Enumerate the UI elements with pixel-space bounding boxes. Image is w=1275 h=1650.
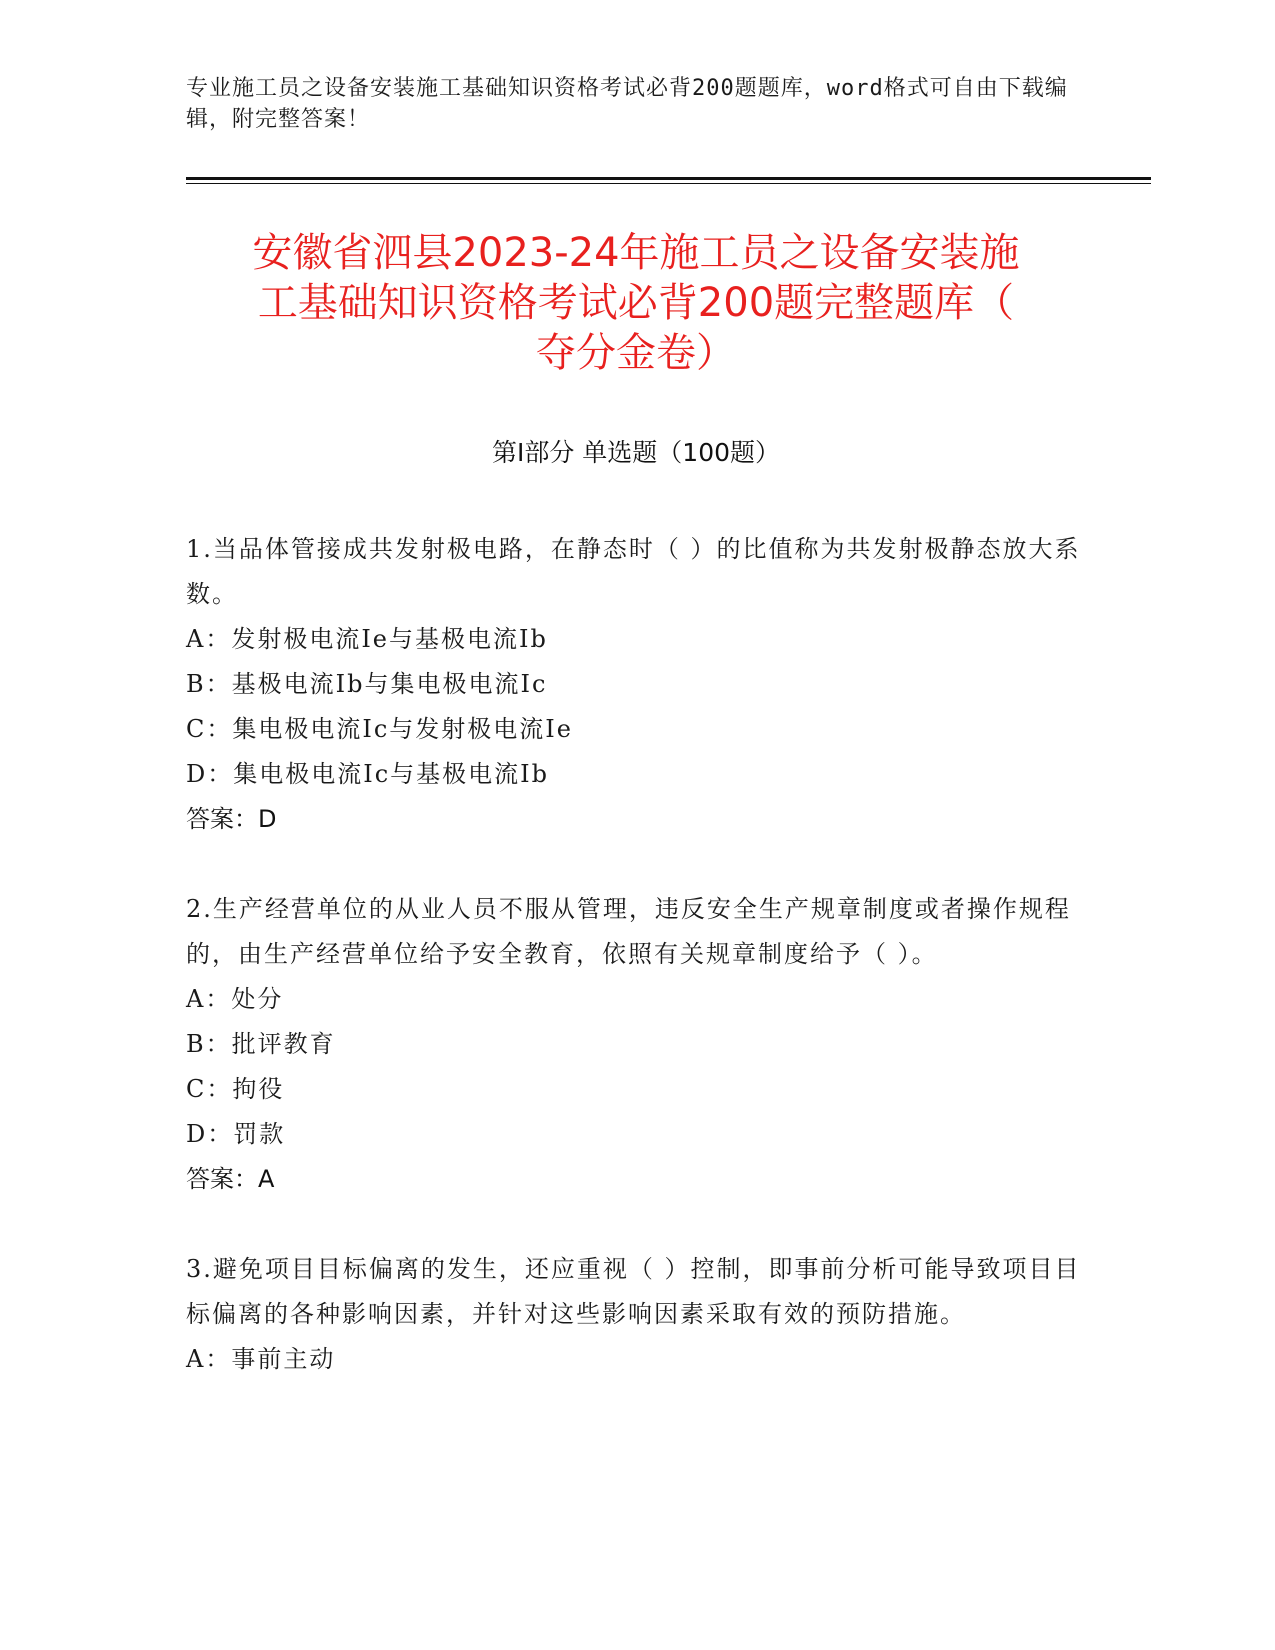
question-option: B：基极电流Ib与集电极电流Ic [186,670,548,698]
document-title [186,228,1086,378]
header-divider-thick [186,177,1151,180]
question-item [186,527,1086,842]
question-option: B：批评教育 [186,1030,336,1058]
question-list [186,527,1086,1382]
question-option: D：集电极电流Ic与基极电流Ib [186,760,550,788]
question-answer: 答案：D [186,805,277,833]
question-spacer [186,842,1086,887]
question-option: C：拘役 [186,1075,285,1103]
header-divider-thin [186,183,1151,184]
question-option: A：发射极电流Ie与基极电流Ib [186,625,548,653]
section-title: 第I部分 单选题（100题） [491,438,781,467]
document-title-line: 工基础知识资格考试必背200题完整题库（ [257,280,1015,326]
question-text: 3.避免项目目标偏离的发生，还应重视（ ）控制，即事前分析可能导致项目目标偏离的各种影响因素，并针对这些影响因素采取有效的预防措施。 [186,1255,1081,1328]
question-item [186,1247,1086,1382]
question-spacer [186,1202,1086,1247]
question-option: D：罚款 [186,1120,286,1148]
question-answer: 答案：A [186,1165,275,1193]
question-text: 1.当品体管接成共发射极电路，在静态时（ ）的比值称为共发射极静态放大系数。 [186,535,1081,608]
question-item [186,887,1086,1202]
question-option: A：处分 [186,985,284,1013]
document-title-line: 夺分金卷） [536,330,736,376]
question-text: 2.生产经营单位的从业人员不服从管理，违反安全生产规章制度或者操作规程的，由生产经营单位给予安全教育，依照有关规章制度给予（ ）。 [186,895,1071,968]
question-option: C：集电极电流Ic与发射极电流Ie [186,715,573,743]
question-option: A：事前主动 [186,1345,336,1373]
header-note: 专业施工员之设备安装施工基础知识资格考试必背200题题库，word格式可自由下载编辑，附完整答案！ [186,76,1068,132]
document-title-line: 安徽省泗县2023-24年施工员之设备安装施 [252,230,1020,276]
